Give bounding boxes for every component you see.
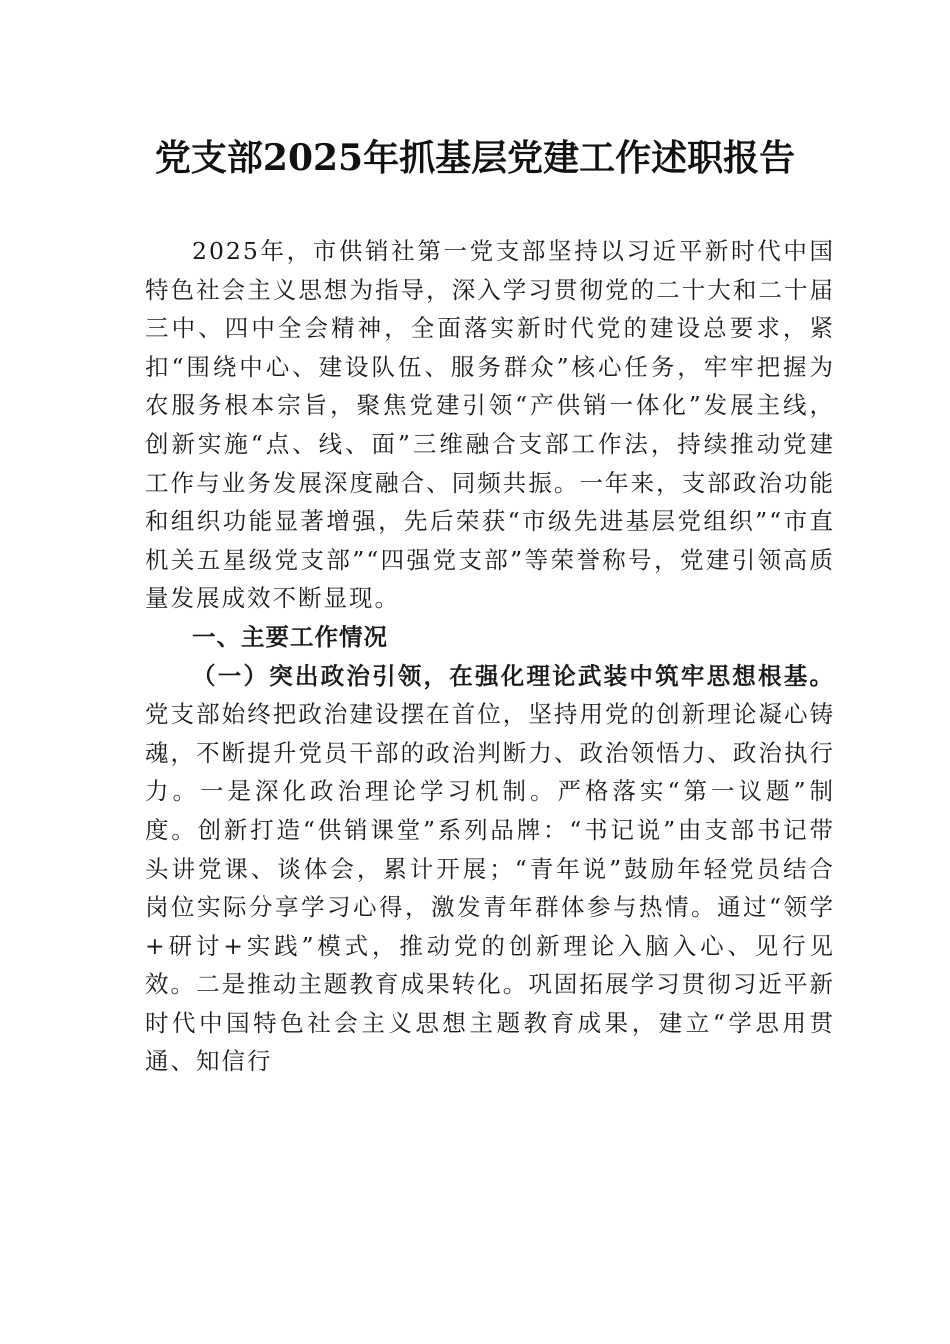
- subsection-paragraph: [145, 657, 835, 1082]
- section-heading: 一、主要工作情况: [192, 622, 388, 651]
- document-title: 党支部2025年抓基层党建工作述职报告: [154, 137, 796, 179]
- subsection-body: 党支部始终把政治建设摆在首位，坚持用党的创新理论凝心铸魂，不断提升党员干部的政治判断力、政治领悟力、政治执行力。一是深化政治理论学习机制。严格落实“第一议题”制度。创新打造“供销课堂”系列品牌：“书记说”由支部书记带头讲党课、谈体会，累计开展；“青年说”鼓励年轻党员结合岗位实际分享学习心得，激发青年群体参与热情。通过“领学+研讨+实践”模式，推动党的创新理论入脑入心、见行见效。二是推动主题教育成果转化。巩固拓展学习贯彻习近平新时代中国特色社会主义思想主题教育成果，建立“学思用贯通、知信行: [145, 700, 835, 1076]
- document-body: [145, 232, 835, 1081]
- intro-paragraph: 2025年，市供销社第一党支部坚持以习近平新时代中国特色社会主义思想为指导，深入学习贯彻党的二十大和二十届三中、四中全会精神，全面落实新时代党的建设总要求，紧扣“围绕中心、建设队伍、服务群众”核心任务，牢牢把握为农服务根本宗旨，聚焦党建引领“产供销一体化”发展主线，创新实施“点、线、面”三维融合支部工作法，持续推动党建工作与业务发展深度融合、同频共振。一年来，支部政治功能和组织功能显著增强，先后荣获“市级先进基层党组织”“市直机关五星级党支部”“四强党支部”等荣誉称号，党建引领高质量发展成效不断显现。: [145, 237, 835, 613]
- subsection-heading: （一）突出政治引领，在强化理论武装中筑牢思想根基。: [192, 661, 835, 690]
